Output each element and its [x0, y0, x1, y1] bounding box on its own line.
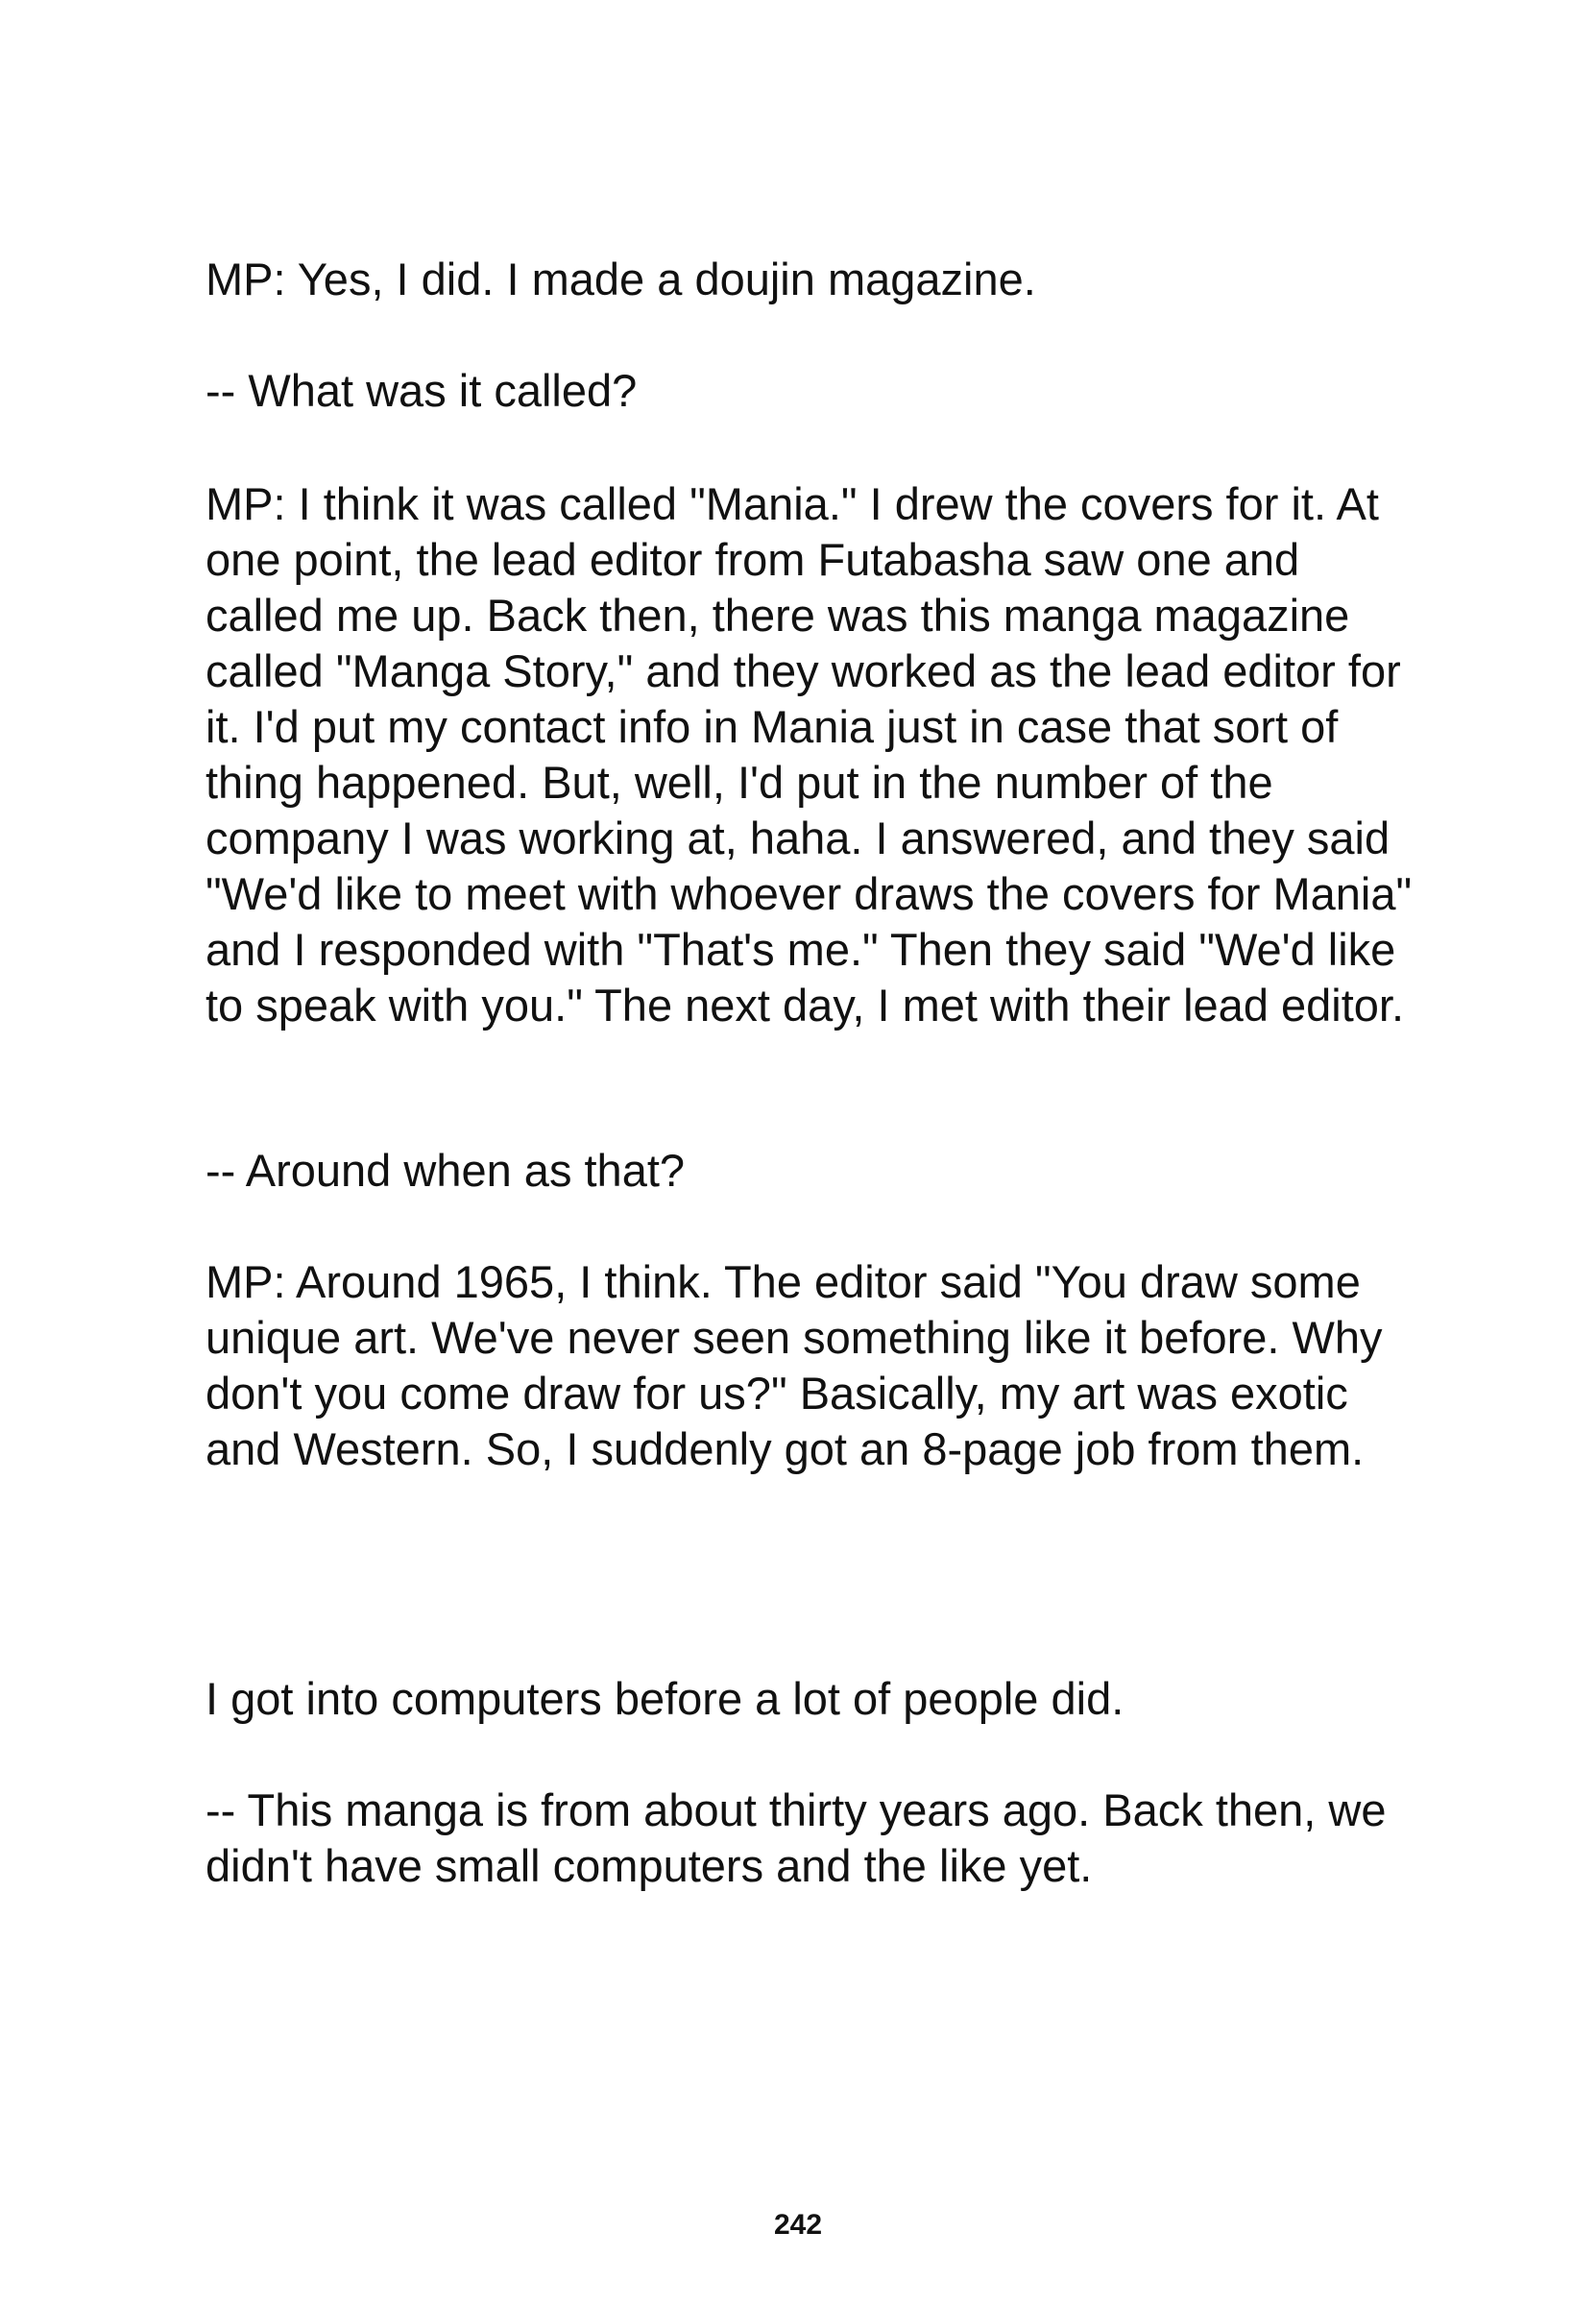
answer-paragraph-doujin: MP: Yes, I did. I made a doujin magazine. [206, 254, 1036, 304]
question-paragraph-when: -- Around when as that? [206, 1145, 686, 1196]
question-paragraph-name: -- What was it called? [206, 365, 638, 416]
section-heading-computers: I got into computers before a lot of people did. [206, 1673, 1124, 1724]
answer-paragraph-1965: MP: Around 1965, I think. The editor said "You draw some unique art. We've never seen something like it before. Why don't you come draw for us?" Basically, my art was exotic and Western. So, I suddenly got an 8-page job from them. [206, 1256, 1383, 1474]
page-number: 242 [773, 2209, 823, 2241]
question-paragraph-computers: -- This manga is from about thirty years ago. Back then, we didn't have small computers and the like yet. [206, 1784, 1387, 1891]
answer-paragraph-mania: MP: I think it was called "Mania." I drew the covers for it. At one point, the lead editor from Futabasha saw one and called me up. Back then, there was this manga magazine called "Manga Story," and they worked as the lead editor for it. I'd put my contact info in Mania just in case that sort of thing happened. But, well, I'd put in the number of the company I was working at, haha. I answered, and they said "We'd like to meet with whoever draws the covers for Mania" and I responded with "That's me." Then they said "We'd like to speak with you." The next day, I met with their lead editor. [206, 478, 1413, 1031]
